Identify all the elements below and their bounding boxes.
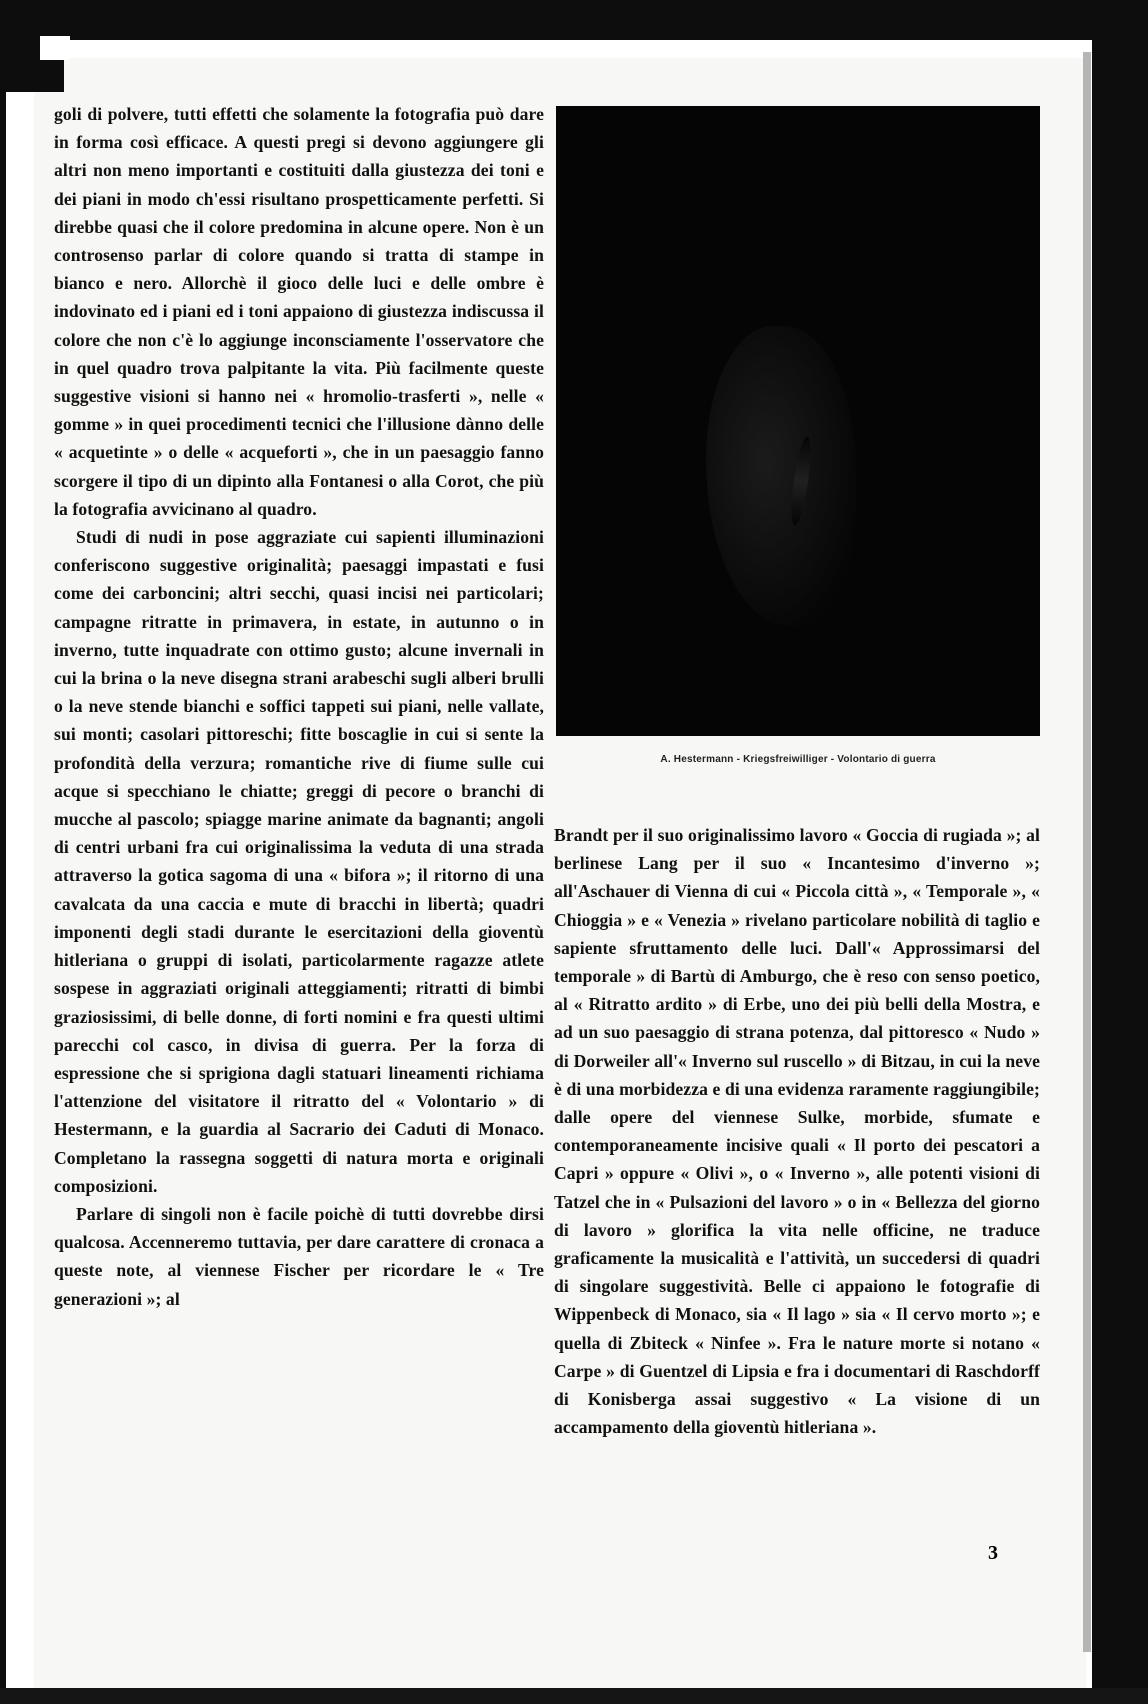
photo-caption: A. Hestermann - Kriegsfreiwilliger - Volontario di guerra <box>660 754 936 765</box>
photo-portrait-figure <box>706 326 856 626</box>
page-number: 3 <box>988 1542 998 1564</box>
paragraph-2: Studi di nudi in pose aggraziate cui sapienti illuminazioni conferiscono suggestive originalità; paesaggi impastati e fusi come dei carboncini; altri secchi, quasi incisi nei particolari; campagne ritratte in primavera, in estate, in autunno o in inverno, tutte inquadrate con ottimo gusto; alcune invernali in cui la brina o la neve disegna strani arabeschi sugli alberi brulli o la neve stende bianchi e soffici tappeti sui piani, nelle vallate, sui monti; casolari pittoreschi; fitte boscaglie in cui si sente la profondità della verzura; romantiche rive di fiume sulle cui acque si specchiano le chiatte; greggi di pecore o branchi di mucche al pascolo; spiagge marine animate da bagnanti; angoli di centri urbani fra cui originalissima la veduta di una strada attraverso la gotica sagoma di una « bifora »; il ritorno di una cavalcata da una caccia e mute di bracchi in libertà; quadri imponenti degli stadi durante le esercitazioni della gioventù hitleriana o gruppi di isolati, particolarmente ragazze atlete sospese in aggraziati originali atteggiamenti; ritratti di bimbi graziosissimi, di belle donne, di forti nomini e fra questi ultimi parecchi col casco, in divisa di guerra. Per la forza di espressione che si sprigiona dagli statuari lineamenti richiama l'attenzione del visitatore il ritratto del « Volontario » di Hestermann, e la guardia al Sacrario dei Caduti di Monaco. Completano la rassegna soggetti di natura morta e originali composizioni. <box>54 527 544 1196</box>
magazine-page <box>34 58 1086 1688</box>
scan-border-left <box>0 0 6 1704</box>
scan-border-bottom <box>0 1688 1148 1704</box>
photograph-volontario <box>556 106 1040 736</box>
paragraph-3: Parlare di singoli non è facile poichè di tutti dovrebbe dirsi qualcosa. Accenneremo tuttavia, per dare carattere di cronaca a queste note, al viennese Fischer per ricordare le « Tre generazioni »; al <box>54 1203 544 1309</box>
left-text-column <box>54 100 544 1313</box>
scan-tab-white <box>40 36 70 60</box>
paragraph-right: Brandt per il suo originalissimo lavoro « Goccia di rugiada »; al berlinese Lang per il suo « Incantesimo d'inverno »; all'Aschauer di Vienna di cui « Piccola città », « Temporale », « Chioggia » e « Venezia » rivelano particolare nobilità di taglio e sapiente sfruttamento delle luci. Dall'« Approssimarsi del temporale » di Bartù di Amburgo, che è reso con senso poetico, al « Ritratto ardito » di Erbe, uno dei più belli della Mostra, e ad un suo paesaggio di strana potenza, dal pittoresco « Nudo » di Dorweiler all'« Inverno sul ruscello » di Bitzau, in cui la neve è di una morbidezza e di una evidenza raramente raggiungibile; dalle opere del viennese Sulke, morbide, sfumate e contemporaneamente incisive quali « Il porto dei pescatori a Capri » oppure « Olivi », o « Inverno », alle potenti visioni di Tatzel che in « Pulsazioni del lavoro » o in « Bellezza del giorno di lavoro » glorifica la vita nelle officine, ne traduce graficamente la musicalità e l'attività, un succedersi di quadri di singolare suggestività. Belle ci appaiono le fotografie di Wippenbeck di Monaco, sia « Il lago » sia « Il cervo morto »; e quella di Zbiteck « Ninfee ». Fra le nature morte si notano « Carpe » di Guentzel di Lipsia e fra i documentari di Raschdorff di Konisberga assai suggestivo « La visione di un accampamento della gioventù hitleriana ». <box>554 825 1040 1438</box>
scan-page-edge-shadow <box>1083 52 1091 1652</box>
right-text-column <box>554 821 1040 1441</box>
paragraph-1: goli di polvere, tutti effetti che solamente la fotografia può dare in forma così efficace. A questi pregi si devono aggiungere gli altri non meno importanti e costituiti dalla giustezza dei toni e dei piani in modo ch'essi risultano prospetticamente perfetti. Si direbbe quasi che il colore predomina in alcune opere. Non è un controsenso parlar di colore quando si tratta di stampe in bianco e nero. Allorchè il gioco delle luci e delle ombre è indovinato ed i piani ed i toni appaiono di giustezza indiscussa il colore che non c'è lo aggiunge inconsciamente l'osservatore che in quel quadro trova palpitante la vita. Più facilmente queste suggestive visioni si hanno nei « hromolio-trasferti », nelle « gomme » in quei procedimenti tecnici che l'illusione dànno delle « acquetinte » o delle « acqueforti », che in un paesaggio fanno scorgere il tipo di un dipinto alla Fontanesi o alla Corot, che più la fotografia avvicinano al quadro. <box>54 104 544 519</box>
scan-border-right <box>1092 0 1148 1704</box>
scan-border-top <box>0 0 1148 40</box>
